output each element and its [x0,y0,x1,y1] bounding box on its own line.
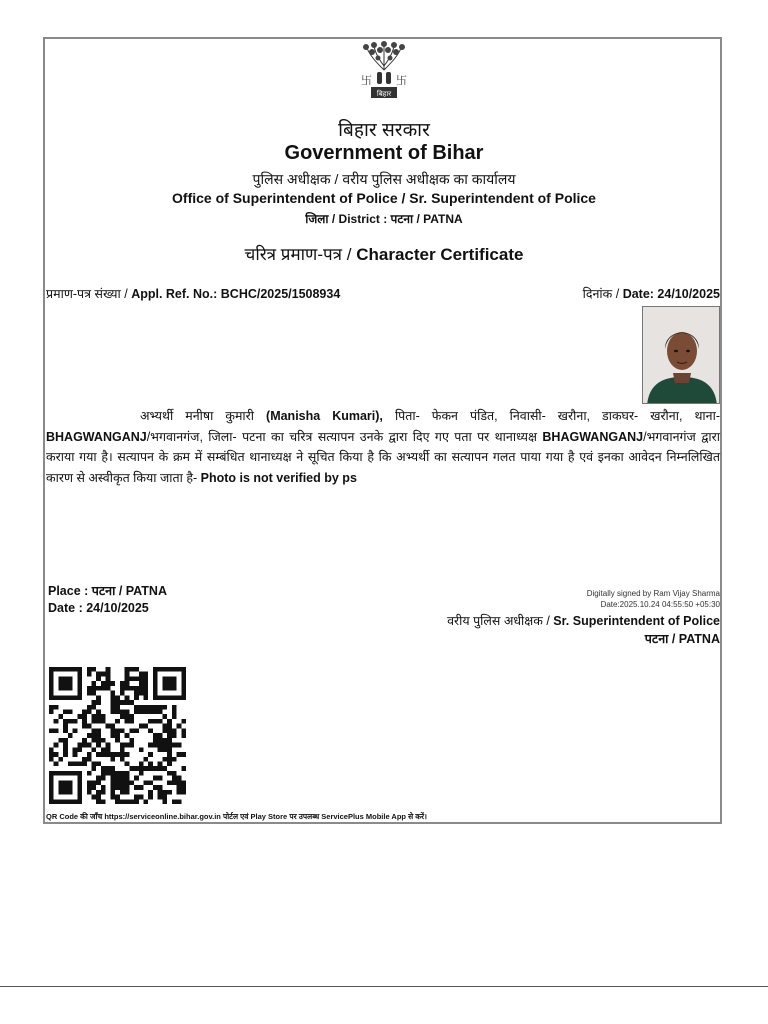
body-text-2a: /भगवानगंज, जिला- पटना का चरित्र सत्यापन उनके द्वारा दिए गए पता पर थानाध्यक्ष [146,429,537,444]
body-text-1a: अभ्यर्थी मनीषा कुमारी [140,409,255,423]
title-hindi: बिहार सरकार [338,120,430,141]
officer-designation [447,612,720,630]
qr-note-app: ServicePlus Mobile App [321,812,407,821]
applicant-portrait-image [643,307,720,404]
officer-location [447,630,720,648]
body-text-2b: /भगवानगंज द्वारा कराया गया है। सत्यापन के क्रम में सम्बंधित थानाध्यक्ष ने सूचित किया है कि अभ्यर्थी का सत्यापन गलत पाया गया है एवं इनका आवेदन निम्नलिखित कारण से अस्वीकृत किया जाता है- [46,429,720,485]
officer-designation-english: Sr. Superintendent of Police [553,614,720,628]
district-line: जिला / District : पटना / PATNA [305,212,463,226]
qr-note-c: पर उपलब्ध [289,812,320,821]
officer-designation-hindi: वरीय पुलिस अधीक्षक / [447,614,550,628]
digital-signature [587,588,720,610]
reference-number [46,285,340,302]
issue-date [583,285,720,302]
police-station-name-2: BHAGWANGANJ [542,429,644,444]
police-station-name: BHAGWANGANJ [46,429,147,444]
certificate-title-hindi: चरित्र प्रमाण-पत्र / [244,245,352,264]
office-english: Office of Superintendent of Police / Sr. Superintendent of Police [172,190,596,206]
date-label-hindi: दिनांक / [582,287,620,301]
svg-text:卐: 卐 [396,74,407,87]
applicant-name-english: (Manisha Kumari), [266,409,383,423]
office-hindi: पुलिस अधीक्षक / वरीय पुलिस अधीक्षक का कार्यालय [252,171,516,187]
date-value: Date: 24/10/2025 [622,287,720,301]
place-line: Place : पटना / PATNA [48,584,167,598]
digital-signature-name: Digitally signed by Ram Vijay Sharma [586,589,720,598]
qr-verification-note [46,812,427,822]
page-bottom-rule [0,986,768,987]
qr-note-url[interactable]: https://serviceonline.bihar.gov.in [104,812,221,821]
qr-note-a: QR Code की जाँच [46,812,103,821]
qr-note-store: Play Store [250,812,288,821]
certificate-title-english: Character Certificate [356,245,524,264]
verification-qr-code[interactable] [49,667,186,804]
signing-officer [447,612,720,648]
title-english: Government of Bihar [284,142,484,164]
bihar-emblem-logo [356,40,412,100]
officer-location-value: पटना / PATNA [644,632,720,646]
rejection-reason: Photo is not verified by ps [200,470,357,485]
reference-value: Appl. Ref. No.: BCHC/2025/1508934 [131,287,341,301]
body-text-1b: पिता- फेकन पंडित, निवासी- खरौना, डाकघर- खरौना, थाना- [394,409,721,423]
qr-note-d: से करें। [408,812,427,821]
svg-text:卐: 卐 [361,74,372,87]
certificate-body [46,406,720,488]
reference-label-hindi: प्रमाण-पत्र संख्या / [46,287,128,301]
digital-signature-date: Date:2025.10.24 04:55:50 +05:30 [600,600,720,609]
certificate-title [0,242,768,265]
emblem-label: बिहार [376,90,392,98]
qr-note-b: पोर्टल एवं [222,812,249,821]
footer-date: Date : 24/10/2025 [48,601,149,615]
applicant-photo [642,306,720,404]
